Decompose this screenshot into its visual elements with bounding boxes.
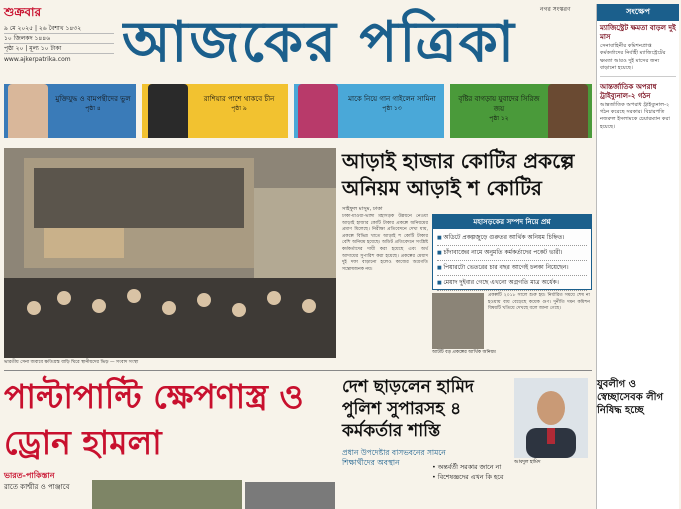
damaged-building-image [4, 148, 336, 358]
teaser-2[interactable] [142, 80, 288, 138]
portrait-photo [514, 378, 588, 458]
teaser-page: পৃষ্ঠা ৯ [231, 105, 247, 112]
sidebar [596, 4, 679, 509]
person-photo-icon [148, 84, 188, 138]
bottom-photo-2 [245, 482, 335, 509]
teaser-page: পৃষ্ঠা ১২ [489, 115, 509, 122]
lead-photo [4, 148, 336, 358]
teaser-title: রাশিয়ার পাশে থাকবে চীন [203, 95, 275, 103]
teaser-4[interactable] [450, 80, 592, 138]
story2-bullets [432, 462, 590, 482]
small-photo-caption: আটটি বড় প্রকল্পের আর্থিক অনিয়ম [432, 350, 496, 355]
info-box-title: মহাসড়কের সম্পদ নিয়ে প্রশ্ন [433, 215, 591, 229]
list-item: ■ চাঁদাবাজের নামে অনুমতি কর্মকর্তাদের পকেট ভারী। [437, 246, 587, 261]
date-line-1: ৯ মে ২০২৫ | ২৬ বৈশাখ ১৪৩২ [4, 24, 114, 34]
person-portrait-icon [514, 378, 588, 458]
masthead-date-block [4, 4, 114, 63]
bottom-story-line[interactable]: রাতে কাশ্মীর ও পাঞ্জাবে [4, 483, 70, 491]
teaser-page: পৃষ্ঠা ৪ [85, 105, 101, 112]
sidebar-item-2-body: আন্তর্জাতিক অপরাধ ট্রাইব্যুনাল-২ গঠন করেছে সরকার। বিচারপতি নজরুল ইসলামকে চেয়ারম্যান করা হয়েছে। [600, 101, 670, 130]
info-box-list [433, 229, 591, 293]
bottom-photo [92, 480, 242, 509]
lead-byline: সাইফুল মাসুম, ঢাকা [342, 206, 383, 212]
lead-body-column-2: প্রকল্পটি ২০১৮ সালে শুরু হয়। নির্ধারিত সময়ে শেষ না হওয়ায় ব্যয় বেড়েছে কয়েক গুণ। দুর্নীতি দমন কমিশন বিষয়টি খতিয়ে দেখছে বলে জানা গেছে। [488, 293, 590, 312]
list-item: ■ অডিটে প্রকল্পজুড়ে গুরুতর আর্থিক অনিয়ম চিহ্নিত। [437, 231, 587, 246]
newspaper-title: আজকের পত্রিকা [122, 9, 516, 75]
person-photo-icon [8, 84, 48, 138]
person-photo-icon [298, 84, 338, 138]
red-headline[interactable]: পাল্টাপাল্টি ক্ষেপণাস্ত্র ও ড্রোন হামলা [4, 377, 304, 462]
sidebar-divider [600, 76, 676, 77]
lead-body-column: ঢাকা-মাওয়া-ভাঙ্গা মহাসড়ক উন্নয়নে নেওয়া আড়াই হাজার কোটি টাকার প্রকল্পে অনিয়মের প্রমাণ মিলেছে। নিরীক্ষা প্রতিবেদনে দেখা যায়, প্রকল্পে বিভিন্ন খাতে আড়াই শ কোটি টাকার বেশি অনিয়ম হয়েছে। অডিট প্রতিবেদনে সংশ্লিষ্ট কর্মকর্তাদের দায়ী করা হয়েছে এবং অর্থ আদায়ের সুপারিশ করা হয়েছে। প্রকল্পের মেয়াদ দুই দফা বাড়ানো হলেও কাজের অগ্রগতি সন্তোষজনক নয়। [342, 214, 428, 272]
weekday: শুক্রবার [4, 5, 42, 19]
teaser-title: মুক্তিযুদ্ধ ও বামপন্থীদের ভুল [55, 95, 131, 103]
list-item[interactable]: • বিশেষজ্ঞদের এখন কি হবে [432, 473, 504, 481]
list-item[interactable]: • অন্তর্বর্তী সরকার জানে না [432, 463, 502, 471]
website-url: www.ajkerpatrika.com [4, 56, 71, 63]
teaser-3[interactable] [294, 80, 444, 138]
story2-headline[interactable]: দেশ ছাড়লেন হামিদ পুলিশ সুপারসহ ৪ কর্মকর্তার শাস্তি [342, 377, 474, 441]
teaser-strip [4, 80, 592, 138]
teaser-title: বৃষ্টির বাগড়ায় যুবাদের সিরিজ জয় [458, 95, 540, 113]
date-line-2: ১০ জিলকদ ১৪৪৬ [4, 34, 114, 44]
story2-subheadline[interactable]: প্রধান উপদেষ্টার বাসভবনের সামনে শিক্ষার্থীদের অবস্থান [342, 448, 446, 467]
pages-price: পৃষ্ঠা ২০ | মূল্য ১০ টাকা [4, 44, 114, 54]
sidebar-item-1-body: সেনাবাহিনীর কমিশনপ্রাপ্ত কর্মকর্তাদের নির্বাহী ম্যাজিস্ট্রেটের ক্ষমতা আরও দুই মাসের জন্য বাড়ানো হয়েছে। [600, 43, 666, 72]
sidebar-head: সংক্ষেপ [597, 4, 679, 21]
teaser-title: মাকে নিয়ে গান গাইলেন সামিনা [348, 95, 436, 103]
lead-headline[interactable]: আড়াই হাজার কোটির প্রকল্পে অনিয়ম আড়াই শ কোটির [342, 149, 575, 200]
sidebar-item-2-title[interactable]: আন্তর্জাতিক অপরাধ ট্রাইব্যুনাল-২ গঠন [600, 82, 657, 100]
sidebar-item-1-title[interactable]: ম্যাজিস্ট্রেট ক্ষমতা বাড়ল দুই মাস [600, 24, 676, 41]
list-item: ■ মেয়াদ দুইবার গেছে এখনো অগ্রগতি মাত্র অর্ধেক। [437, 276, 587, 291]
info-box [432, 214, 592, 290]
teaser-1[interactable] [4, 80, 136, 138]
small-photo [432, 293, 484, 349]
list-item: ■ পিয়ারটো ভেতরের চার বছর আগেই চলকা নিয়েছেন। [437, 261, 587, 276]
person-photo-icon [548, 84, 588, 138]
section-tag: ভারত-পাকিস্তান [4, 471, 55, 480]
photo-caption: ভারতীয় সেনা জবাবে ক্ষতিগ্রস্ত বাড়ি ঘিরে স্থানীয়দের ভিড় — সংবাদ সংস্থা [4, 360, 139, 365]
teaser-page: পৃষ্ঠা ১৩ [382, 105, 402, 112]
divider [4, 370, 592, 371]
side-story-headline[interactable]: যুবলীগ ও স্বেচ্ছাসেবক লীগ নিষিদ্ধ হচ্ছে [597, 379, 664, 416]
edition-label: নগর সংস্করণ [540, 6, 571, 13]
portrait-caption: আবদুল হামিদ [514, 460, 541, 465]
side-story [597, 378, 679, 417]
